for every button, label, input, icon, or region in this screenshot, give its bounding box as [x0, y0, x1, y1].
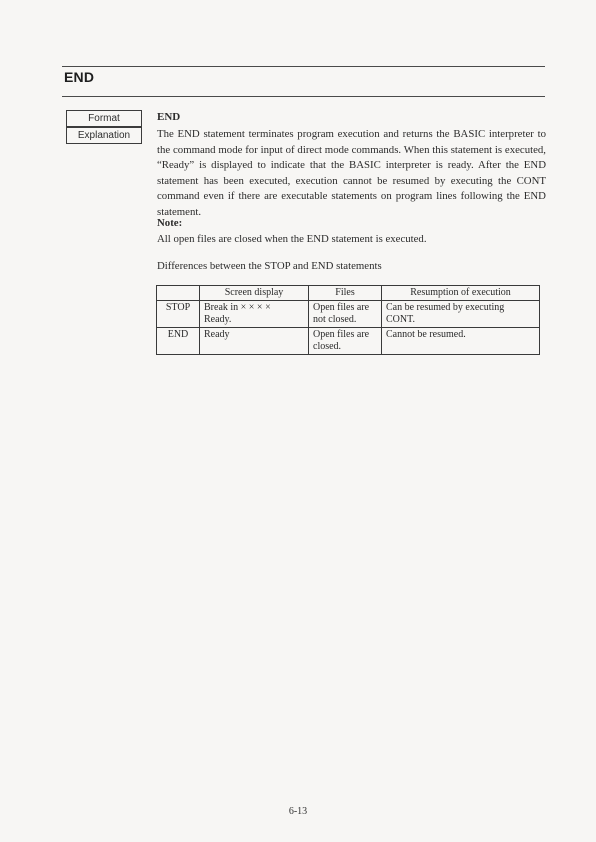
resumption-line: CONT.: [386, 314, 415, 325]
header-resumption: Resumption of execution: [382, 286, 540, 301]
header-screen-display: Screen display: [200, 286, 309, 301]
section-title: END: [64, 69, 95, 85]
row-screen-display: [200, 301, 309, 328]
table-caption: Differences between the STOP and END statements: [157, 260, 382, 272]
files-line: not closed.: [313, 314, 357, 325]
row-statement: STOP: [157, 301, 200, 328]
row-resumption: [382, 328, 540, 355]
bottom-rule: [62, 96, 545, 97]
row-files: [309, 328, 382, 355]
header-statement: [157, 286, 200, 301]
files-line: Open files are: [313, 329, 370, 340]
explanation-label: Explanation: [66, 127, 142, 144]
row-resumption: [382, 301, 540, 328]
top-rule: [62, 66, 545, 67]
table-row: [157, 301, 540, 328]
files-line: closed.: [313, 341, 342, 352]
table-header-row: [157, 286, 540, 301]
table-row: [157, 328, 540, 355]
resumption-line: Can be resumed by executing: [386, 302, 505, 313]
page-number: 6-13: [288, 806, 308, 817]
row-files: [309, 301, 382, 328]
row-statement: END: [157, 328, 200, 355]
comparison-table: [156, 285, 540, 355]
files-line: Open files are: [313, 302, 370, 313]
explanation-paragraph: The END statement terminates program execution and returns the BASIC interpreter to the command mode for input of direct mode commands. When this statement is executed, “Ready” is displayed to indicate that the BASIC interpreter is ready. After the END statement has been executed, execution cannot be resumed by executing the CONT command even if there are executable statements on program lines following the END statement.: [157, 128, 546, 218]
format-label: Format: [66, 110, 142, 127]
row-screen-display: [200, 328, 309, 355]
note-body: All open files are closed when the END statement is executed.: [157, 233, 427, 245]
header-files: Files: [309, 286, 382, 301]
screen-line: Ready.: [204, 314, 232, 325]
note-title: Note:: [157, 217, 183, 229]
format-value: END: [157, 111, 181, 123]
screen-line: Break in × × × ×: [204, 302, 271, 313]
screen-line: Ready: [204, 329, 230, 340]
resumption-line: Cannot be resumed.: [386, 329, 466, 340]
